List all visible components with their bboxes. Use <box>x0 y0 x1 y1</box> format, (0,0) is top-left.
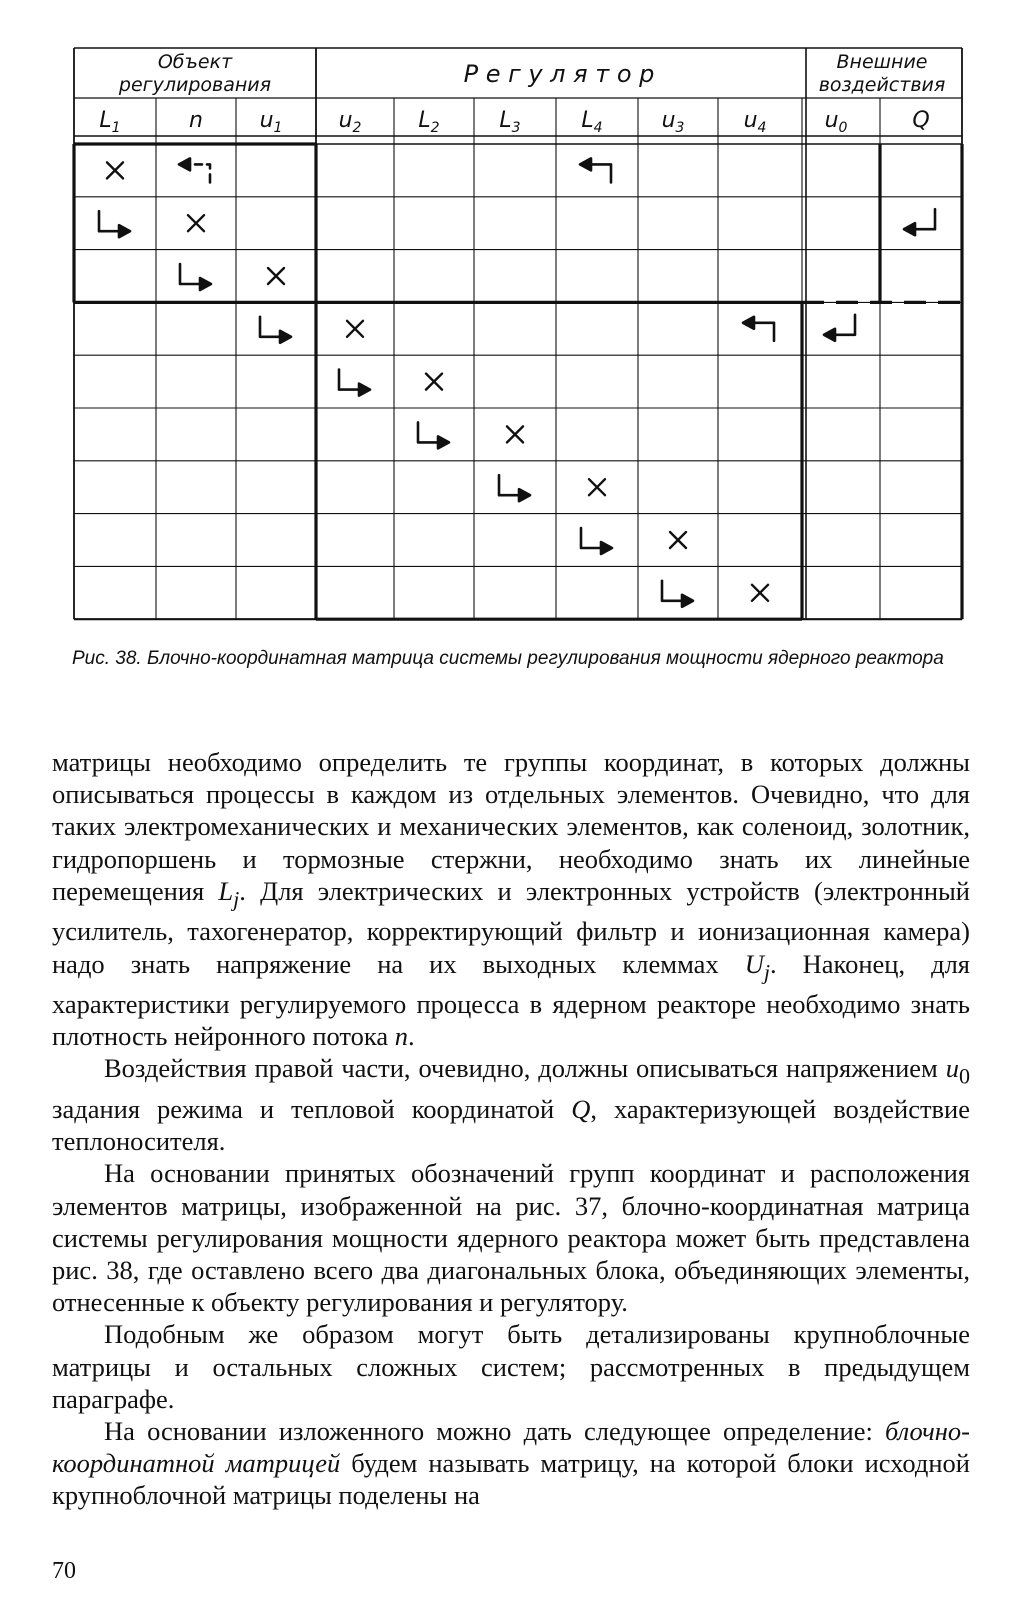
cross-mark <box>188 215 204 231</box>
column-label: $u_2$ <box>338 108 362 136</box>
arrow-head <box>824 329 835 341</box>
column-label: $u_1$ <box>259 108 283 136</box>
mark-forward-arrow <box>418 422 449 448</box>
cross-mark <box>107 162 123 178</box>
column-label: $L_1$ <box>99 108 121 136</box>
paragraph-4: Подобным же образом могут быть детализированы крупноблочные матрицы и остальных сложных систем; рассмотренных в предыдущем параграфе. <box>52 1319 970 1414</box>
mark-forward-arrow <box>499 475 530 501</box>
column-label: Q <box>912 108 930 133</box>
cross-mark <box>268 268 284 284</box>
column-label: $L_4$ <box>581 108 603 136</box>
page-number: 70 <box>52 1558 76 1584</box>
cross-mark <box>507 426 523 442</box>
group-label: Внешние <box>836 51 928 73</box>
mark-x <box>107 162 123 178</box>
matrix-marks <box>99 158 935 606</box>
mark-feedback-arrow-dashed <box>179 158 210 182</box>
arrow-head <box>743 317 754 329</box>
mark-x <box>347 321 363 337</box>
mark-input-arrow <box>904 209 935 235</box>
column-label: $u_3$ <box>661 108 685 136</box>
arrow-head <box>119 225 130 237</box>
arrow-head <box>179 158 190 170</box>
mark-input-arrow <box>824 315 855 341</box>
cross-mark <box>670 532 686 548</box>
mark-forward-arrow <box>260 317 291 343</box>
column-label: $L_2$ <box>418 108 440 136</box>
matrix-figure <box>0 0 1029 640</box>
arrow-head <box>682 595 693 607</box>
paragraph-5: На основании изложенного можно дать следующее определение: блочно-координатной матрицей будем называть матрицу, на которой блоки исходной крупноблочной матрицы поделены на <box>52 1415 970 1511</box>
mark-x <box>426 374 442 390</box>
mark-forward-arrow <box>662 581 693 607</box>
mark-x <box>752 585 768 601</box>
column-label: n <box>189 108 203 133</box>
mark-x <box>188 215 204 231</box>
arrow-head <box>519 489 530 501</box>
column-label: $L_3$ <box>499 108 521 136</box>
body-text <box>52 746 970 1512</box>
mark-x <box>268 268 284 284</box>
column-label: $u_4$ <box>743 108 767 136</box>
cross-mark <box>589 479 605 495</box>
paragraph-3: На основании принятых обозначений групп координат и расположения элементов матрицы, изображенной на рис. 37, блочно-координатная матрица системы регулирования мощности ядерного реактора может быть представлена рис. 38, где оставлено всего два диагональных блока, объединяющих элементы, отнесенные к объекту регулирования и регулятору. <box>52 1158 970 1318</box>
paragraph-1: матрицы необходимо определить те группы координат, в которых должны описываться процессы в каждом из отдельных элементов. Очевидно, что для таких электромеханических и механических элементов, как соленоид, золотник, гидропоршень и тормозные стержни, необходимо знать их линейные перемещения $L_j$. Для электрических и электронных устройств (электронный усилитель, тахогенератор, корректирующий фильтр и ионизационная камера) надо знать напряжение на их выходных клеммах $U_j$. Наконец, для характеристики регулируемого процесса в ядерном реакторе необходимо знать плотность нейронного потока n. <box>52 747 970 1052</box>
arrow-head <box>280 331 291 343</box>
arrow-head <box>601 542 612 554</box>
group-label: Р е г у л я т о р <box>463 60 655 88</box>
group-label: регулирования <box>118 74 272 96</box>
mark-forward-arrow <box>99 211 130 237</box>
mark-feedback-arrow <box>743 317 774 341</box>
column-label: $u_0$ <box>824 108 848 136</box>
arrow-head <box>438 436 449 448</box>
mark-forward-arrow <box>180 264 211 290</box>
group-label: Объект <box>157 51 233 73</box>
arrow-head <box>359 384 370 396</box>
mark-x <box>507 426 523 442</box>
figure-caption: Рис. 38. Блочно-координатная матрица системы регулирования мощности ядерного реактора <box>72 648 944 669</box>
mark-feedback-arrow <box>580 158 611 182</box>
mark-x <box>670 532 686 548</box>
mark-x <box>589 479 605 495</box>
cross-mark <box>426 374 442 390</box>
arrow-head <box>200 278 211 290</box>
arrow-head <box>904 223 915 235</box>
cross-mark <box>752 585 768 601</box>
mark-forward-arrow <box>581 528 612 554</box>
group-label: воздействия <box>818 74 946 96</box>
matrix-header <box>99 51 945 136</box>
paragraph-2: Воздействия правой части, очевидно, должны описываться напряжением $u_0$ задания режима и тепловой координатой Q, характеризующей воздействие теплоносителя. <box>52 1053 970 1157</box>
mark-forward-arrow <box>339 370 370 396</box>
cross-mark <box>347 321 363 337</box>
arrow-head <box>580 158 591 170</box>
